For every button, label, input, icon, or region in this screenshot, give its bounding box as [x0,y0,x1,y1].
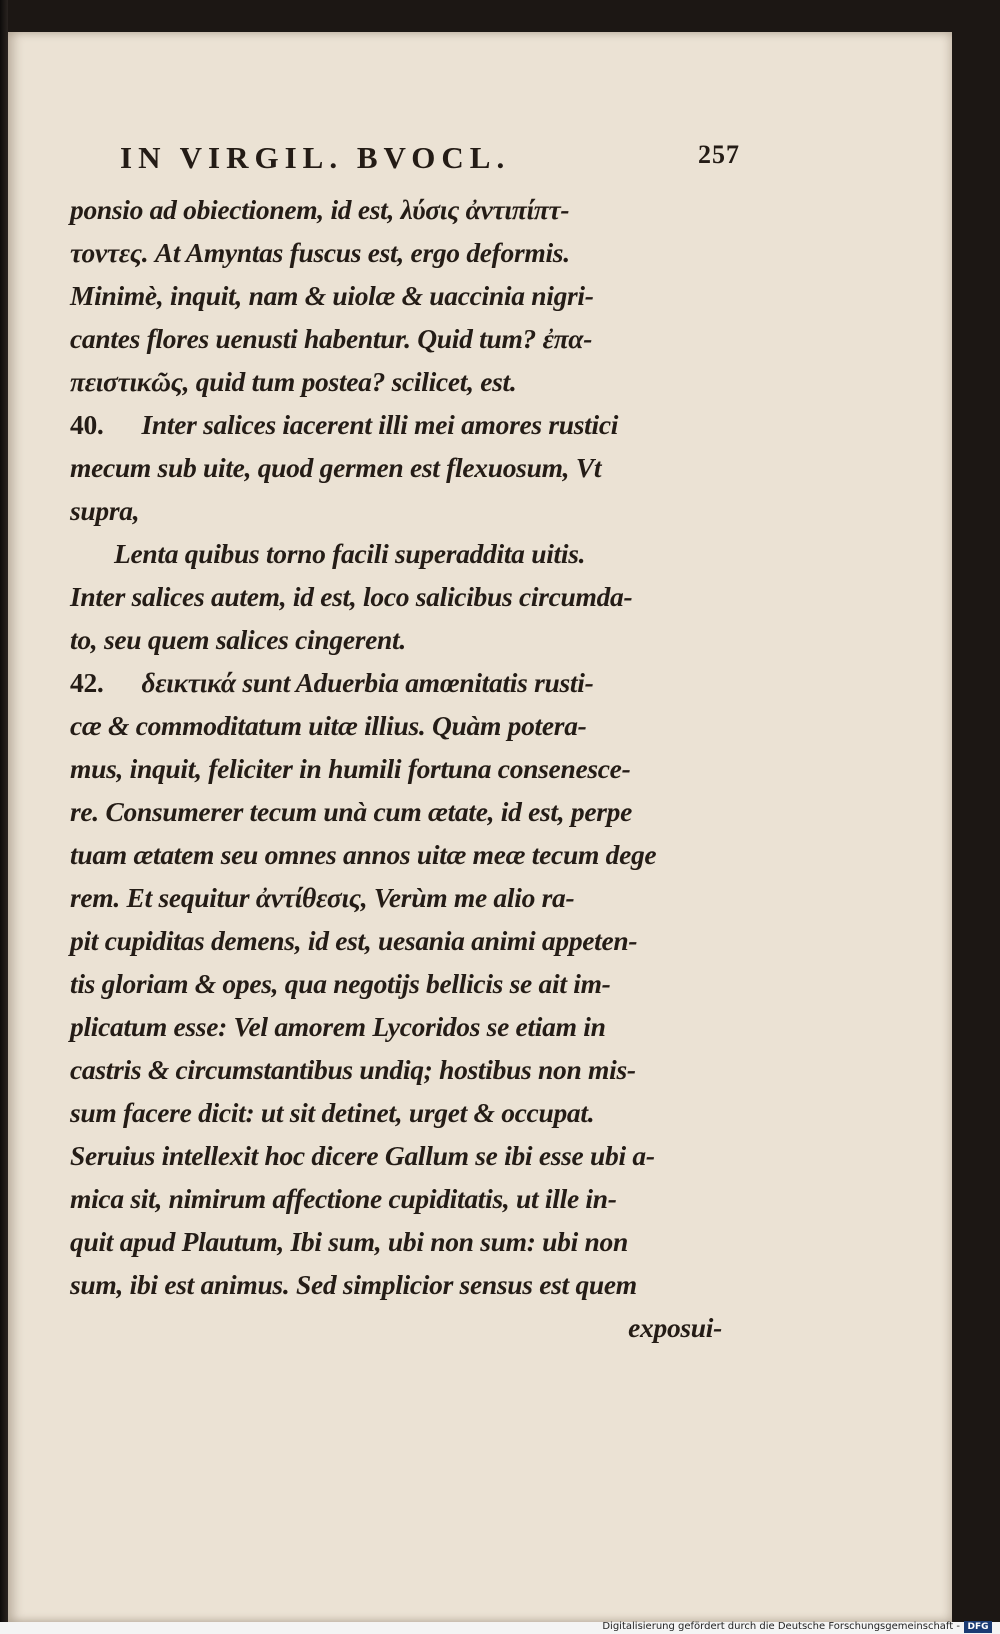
text-line-verse-42: 42. δεικτικά sunt Aduerbia amœnitatis rusti- [70,667,594,698]
dfg-logo: DFG [964,1621,992,1633]
verse-number: 42. [70,667,104,698]
text-line: quit apud Plautum, Ibi sum, ubi non sum: ubi non [70,1226,628,1257]
book-spine-gutter [0,0,8,1634]
text-line: re. Consumerer tecum unà cum ætate, id est, perpe [70,796,633,827]
book-page [8,32,952,1622]
text-line: castris & circumstantibus undiq; hostibus non mis- [70,1054,636,1085]
text-line: to, seu quem salices cingerent. [70,624,406,655]
text-line: supra, [70,495,140,526]
text-line: πειστικῶς, quid tum postea? scilicet, est. [70,366,517,397]
text-line: sum, ibi est animus. Sed simplicior sensus est quem [70,1269,637,1300]
text-line-verse-40: 40. Inter salices iacerent illi mei amores rustici [70,409,619,440]
text-line: Inter salices autem, id est, loco salicibus circumda- [70,581,633,612]
text-line: pit cupiditas demens, id est, uesania animi appeten- [70,925,638,956]
text-line: cantes flores uenusti habentur. Quid tum? ἐπα- [70,323,593,354]
text-line: ponsio ad obiectionem, id est, λύσις ἀντιπίπτ- [70,194,570,225]
quoted-verse-line: Lenta quibus torno facili superaddita uitis. [114,538,586,569]
text-line: tuam ætatem seu omnes annos uitæ meæ tecum dege [70,839,657,870]
page-number: 257 [698,140,740,169]
text-line: rem. Et sequitur ἀντίθεσις, Verùm me alio ra- [70,882,575,913]
running-head-title: IN VIRGIL. BVOCL. [120,140,511,175]
text-line: plicatum esse: Vel amorem Lycoridos se etiam in [70,1011,606,1042]
text-line: sum facere dicit: ut sit detinet, urget & occupat. [70,1097,595,1128]
text-line: Seruius intellexit hoc dicere Gallum se ibi esse ubi a- [70,1140,655,1171]
digitization-credit: Digitalisierung gefördert durch die Deutsche Forschungsgemeinschaft - [602,1621,960,1632]
running-head [120,140,740,180]
text-line: tis gloriam & opes, qua negotijs bellicis se ait im- [70,968,611,999]
catchword: exposui- [628,1312,722,1343]
text-line: mica sit, nimirum affectione cupiditatis, ut ille in- [70,1183,617,1214]
text-line: cæ & commoditatum uitæ illius. Quàm potera- [70,710,587,741]
text-line: mus, inquit, feliciter in humili fortuna consenesce- [70,753,631,784]
commentary-text [70,188,732,1349]
text-line: τοντες. At Amyntas fuscus est, ergo deformis. [70,237,570,268]
text-line: mecum sub uite, quod germen est flexuosum, Vt [70,452,602,483]
text-line: Minimè, inquit, nam & uiolæ & uaccinia nigri- [70,280,594,311]
verse-number: 40. [70,409,104,440]
